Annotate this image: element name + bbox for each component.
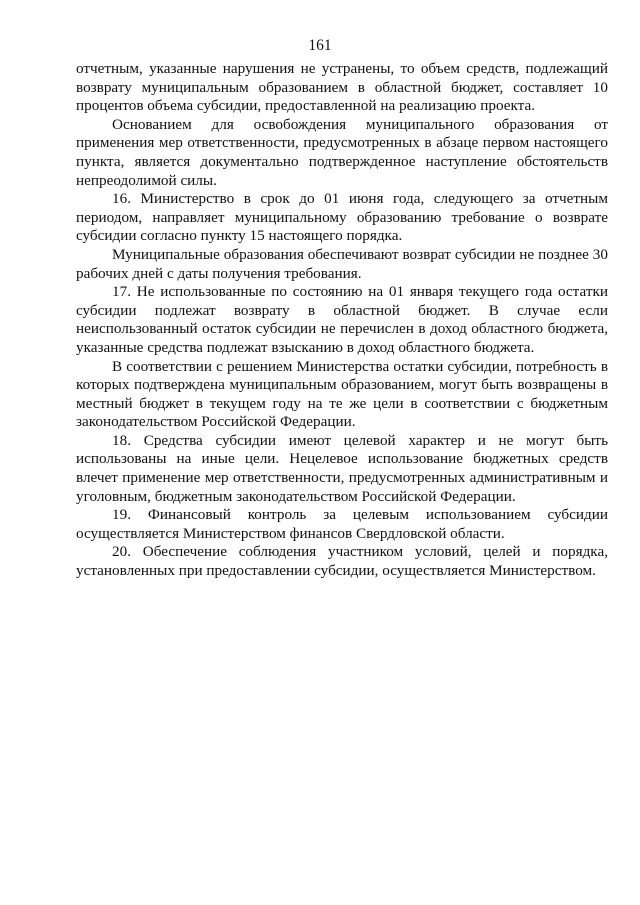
paragraph-item-17: 17. Не использованные по состоянию на 01 января текущего года остатки субсидии подлежат возврату в областной бюджет. В случае если неиспользованный остаток субсидии не перечислен в доход областного бюджета, указанные средства подлежат взысканию в доход областного бюджета.	[76, 283, 608, 356]
paragraph-item-18: 18. Средства субсидии имеют целевой характер и не могут быть использованы на иные цели. Нецелевое использование бюджетных средств влечет применение мер ответственности, предусмотренных административным и уголовным, бюджетным законодательством Российской Федерации.	[76, 431, 608, 505]
paragraph-force-majeure: Основанием для освобождения муниципального образования от применения мер ответственности, предусмотренных в абзаце первом настоящего пункта, является документально подтвержденное наступление обстоятельств непреодолимой силы.	[76, 115, 608, 189]
document-body	[76, 60, 608, 581]
paragraph-item-19: 19. Финансовый контроль за целевым использованием субсидии осуществляется Министерством финансов Свердловской области.	[76, 506, 608, 542]
paragraph-item-16: 16. Министерство в срок до 01 июня года, следующего за отчетным периодом, направляет муниципальному образованию требование о возврате субсидии согласно пункту 15 настоящего порядка.	[76, 190, 608, 245]
paragraph-continuation: отчетным, указанные нарушения не устранены, то объем средств, подлежащий возврату муниципальным образованием в областной бюджет, составляет 10 процентов объема субсидии, предоставленной на реализацию проекта.	[76, 60, 608, 115]
paragraph-ministry-decision: В соответствии с решением Министерства остатки субсидии, потребность в которых подтверждена муниципальным образованием, могут быть возвращены в местный бюджет в текущем году на те же цели в соответствии с бюджетным законодательством Российской Федерации.	[76, 357, 608, 431]
page-number: 161	[308, 37, 332, 54]
paragraph-item-20: 20. Обеспечение соблюдения участником условий, целей и порядка, установленных при предоставлении субсидии, осуществляется Министерством.	[76, 543, 608, 580]
paragraph-return-deadline: Муниципальные образования обеспечивают возврат субсидии не позднее 30 рабочих дней с даты получения требования.	[76, 245, 608, 282]
